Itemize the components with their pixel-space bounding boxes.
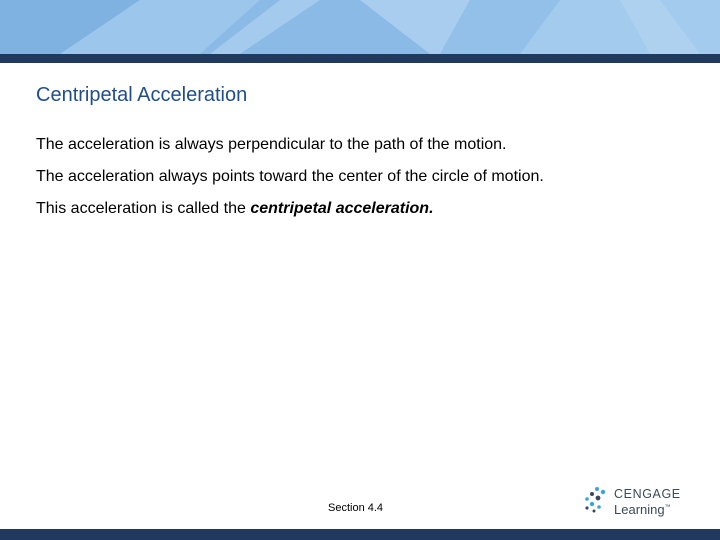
header-banner <box>0 0 720 54</box>
bullet-item <box>36 135 544 167</box>
footer-rule <box>0 529 720 540</box>
bullet-text: This acceleration is called the <box>36 200 251 217</box>
bullet-item <box>36 199 544 231</box>
bullet-item <box>36 167 544 199</box>
bullet-text: The acceleration always points toward the center of the circle of motion. <box>36 168 544 185</box>
slide-title: Centripetal Acceleration <box>36 84 248 106</box>
banner-pattern <box>0 0 720 54</box>
logo-wordmark-bottom <box>614 502 671 517</box>
section-label: Section 4.4 <box>328 502 384 514</box>
key-term: centripetal acceleration. <box>250 200 434 217</box>
bullet-text: The acceleration is always perpendicular to the path of the motion. <box>36 136 507 153</box>
logo-learning: Learning <box>614 502 665 517</box>
logo-wordmark-top: CENGAGE <box>614 487 681 501</box>
bullet-list <box>36 135 544 231</box>
logo-trademark: ™ <box>664 504 671 511</box>
logo-dots-icon <box>584 486 610 514</box>
header-rule <box>0 54 720 63</box>
cengage-logo <box>584 484 694 520</box>
